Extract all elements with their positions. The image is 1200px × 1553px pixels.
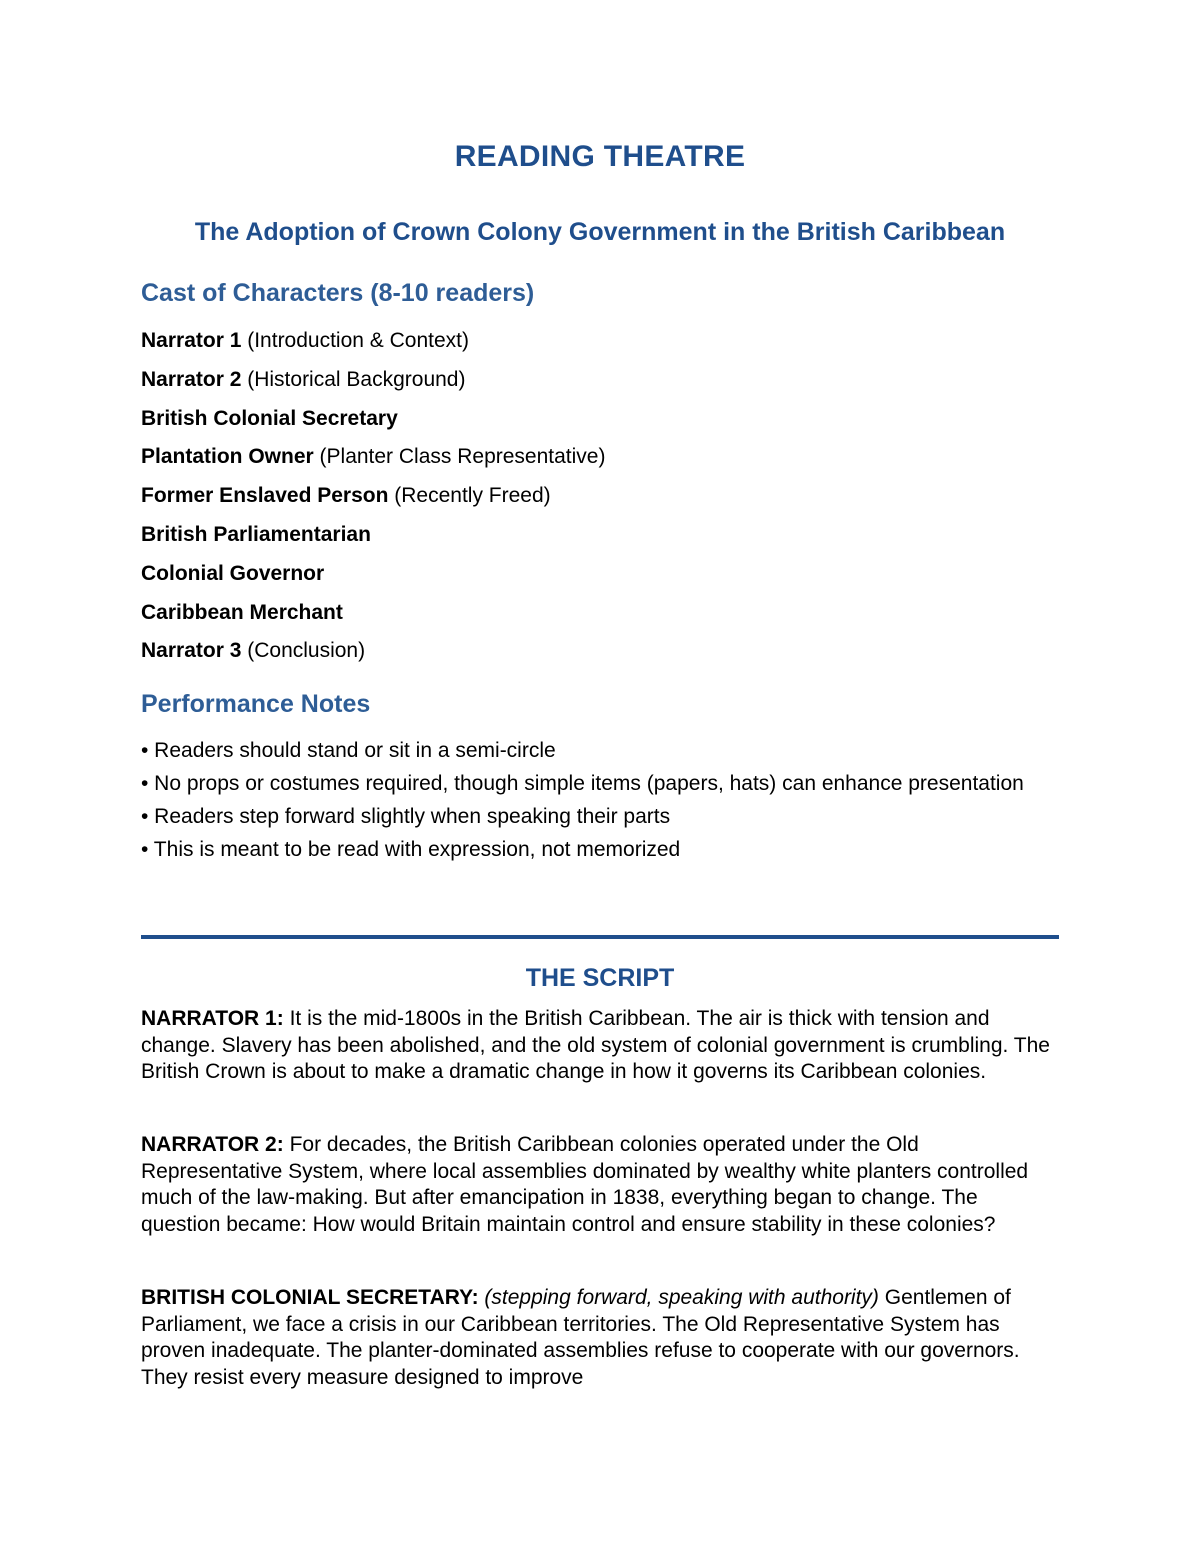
cast-role: Narrator 1 — [141, 329, 242, 352]
cast-item — [141, 560, 605, 599]
performance-notes-heading: Performance Notes — [141, 690, 371, 718]
cast-item — [141, 405, 605, 444]
cast-role: Plantation Owner — [141, 445, 314, 469]
note-item: • This is meant to be read with expression, not memorized — [141, 838, 681, 861]
cast-item — [141, 327, 605, 366]
stage-direction: (stepping forward, speaking with authority) — [478, 1286, 879, 1309]
script-line — [141, 1285, 1059, 1391]
script-text: Gentlemen of Parliament, we face a crisis in our Caribbean territories. The Old Representative System has proven inadequate. The planter-dominated assemblies refuse to cooperate with our governors. They resist every measure designed to improve — [141, 1286, 1020, 1389]
speaker-label: NARRATOR 2: — [141, 1133, 284, 1156]
cast-item — [141, 637, 605, 676]
document-subtitle: The Adoption of Crown Colony Government in the British Caribbean — [194, 218, 1006, 246]
cast-item — [141, 482, 605, 521]
cast-item — [141, 521, 605, 560]
cast-role: Narrator 3 — [141, 639, 242, 663]
cast-note: (Historical Background) — [241, 367, 466, 391]
cast-list — [141, 327, 605, 676]
section-divider — [141, 935, 1059, 939]
cast-role: Colonial Governor — [141, 561, 325, 585]
note-item: • Readers step forward slightly when speaking their parts — [141, 805, 671, 828]
cast-item — [141, 366, 605, 405]
performance-notes-list — [141, 738, 1059, 870]
cast-heading: Cast of Characters (8-10 readers) — [141, 279, 535, 307]
cast-role: British Parliamentarian — [141, 522, 371, 546]
script-line — [141, 1132, 1059, 1238]
script-line — [141, 1006, 1059, 1086]
script-heading: THE SCRIPT — [525, 964, 675, 992]
script-text: For decades, the British Caribbean colonies operated under the Old Representative System, where local assemblies dominated by wealthy white planters controlled much of the law-making. But after emancipation in 1838, everything began to change. The question became: How would Britain maintain control and ensure stability in these colonies? — [141, 1133, 1029, 1236]
cast-note: (Recently Freed) — [388, 484, 551, 508]
cast-role: Caribbean Merchant — [141, 600, 343, 624]
document-title: READING THEATRE — [454, 140, 746, 173]
cast-role: British Colonial Secretary — [141, 406, 398, 430]
note-item: • Readers should stand or sit in a semi-circle — [141, 739, 556, 762]
cast-role: Narrator 2 — [141, 367, 242, 391]
script-text: It is the mid-1800s in the British Caribbean. The air is thick with tension and change. Slavery has been abolished, and the old system of colonial government is crumbling. The British Crown is about to make a dramatic change in how it governs its Caribbean colonies. — [141, 1007, 1050, 1083]
cast-note: (Introduction & Context) — [241, 329, 469, 352]
cast-item — [141, 443, 605, 482]
cast-note: (Planter Class Representative) — [313, 445, 606, 469]
cast-role: Former Enslaved Person — [141, 484, 389, 508]
speaker-label: NARRATOR 1: — [141, 1007, 284, 1030]
cast-note: (Conclusion) — [241, 639, 366, 663]
cast-item — [141, 599, 605, 638]
note-item: • No props or costumes required, though simple items (papers, hats) can enhance presentation — [141, 772, 1024, 795]
speaker-label: BRITISH COLONIAL SECRETARY: — [141, 1286, 479, 1309]
